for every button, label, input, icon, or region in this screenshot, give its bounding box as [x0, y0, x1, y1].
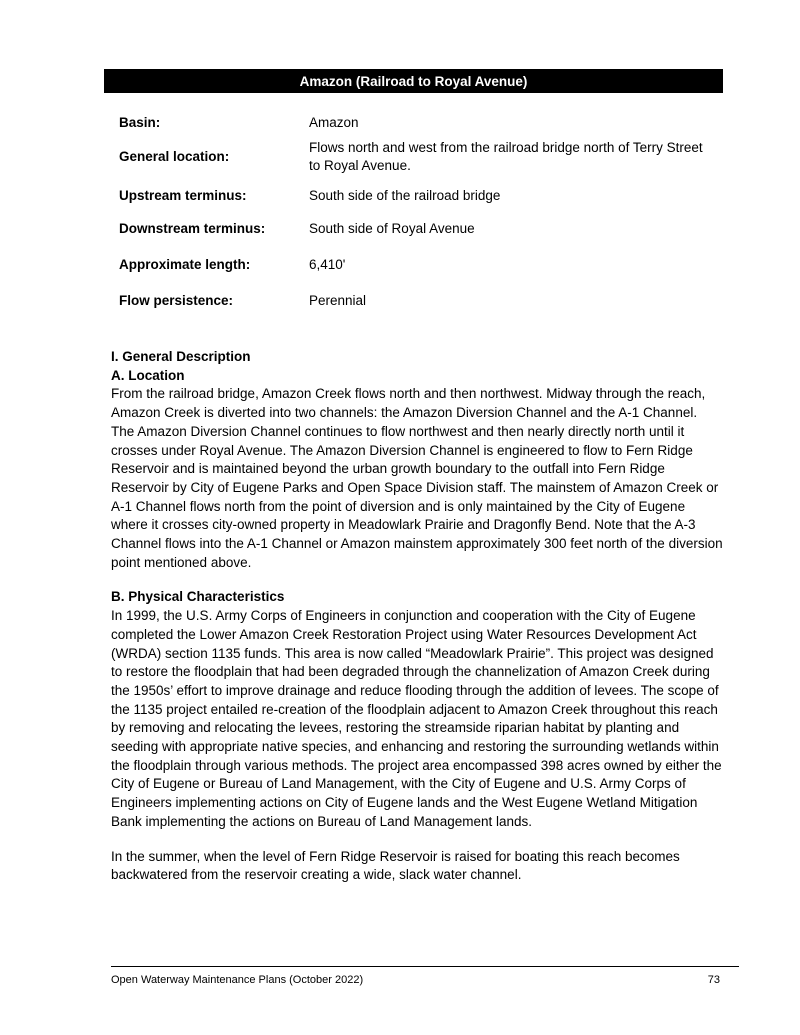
info-value: Amazon — [309, 115, 359, 130]
info-label: Downstream terminus: — [119, 221, 266, 236]
info-row-general-location — [119, 133, 719, 181]
page-number: 73 — [707, 974, 720, 986]
reach-info-table — [119, 113, 719, 319]
paragraph-spacer — [111, 572, 723, 588]
info-label: Basin: — [119, 115, 161, 130]
table-title: Amazon (Railroad to Royal Avenue) — [299, 73, 528, 89]
info-label: General location: — [119, 149, 230, 164]
summer-paragraph: In the summer, when the level of Fern Ridge Reservoir is raised for boating this reach becomes backwatered from the reservoir creating a wide, slack water channel. — [111, 848, 680, 883]
paragraph-spacer — [111, 832, 723, 848]
info-value: Flows north and west from the railroad bridge north of Terry Street to Royal Avenue. — [309, 140, 703, 173]
info-row-downstream — [119, 211, 719, 247]
table-header-bar — [104, 69, 723, 93]
physical-paragraph: In 1999, the U.S. Army Corps of Engineers in conjunction and cooperation with the City of Eugene completed the Lower Amazon Creek Restoration Project using Water Resources Development Act (WRDA) section 1135 funds. This area is now called “Meadowlark Prairie”. This project was designed to restore the floodplain that had been degraded through the channelization of Amazon Creek during the 1950s’ effort to improve drainage and reduce flooding through the addition of levees. The scope of the 1135 project entailed re-creation of the floodplain adjacent to Amazon Creek throughout this reach by removing and relocating the levees, restoring the streamside riparian habitat by planting and seeding with appropriate native species, and enhancing and restoring the surrounding wetlands within the floodplain through various methods. The project area encompassed 398 acres owned by either the City of Eugene or Bureau of Land Management, with the City of Eugene and U.S. Army Corps of Engineers implementing actions on City of Eugene lands and the West Eugene Wetland Mitigation Bank implementing the actions on Bureau of Land Management lands. — [111, 608, 722, 829]
footer-document-title: Open Waterway Maintenance Plans (October 2022) — [111, 974, 364, 986]
document-body — [111, 348, 723, 885]
physical-heading: B. Physical Characteristics — [111, 589, 285, 605]
info-value: Perennial — [309, 293, 367, 308]
section-heading: I. General Description — [111, 349, 251, 364]
info-label: Flow persistence: — [119, 293, 234, 308]
info-row-basin — [119, 113, 719, 133]
info-label: Approximate length: — [119, 257, 251, 272]
info-label: Upstream terminus: — [119, 188, 247, 203]
footer-divider — [111, 966, 739, 967]
location-heading: A. Location — [111, 367, 185, 383]
location-paragraph: From the railroad bridge, Amazon Creek flows north and then northwest. Midway through the reach, Amazon Creek is diverted into two channels: the Amazon Diversion Channel and the A-1 Channel. The Amazon Diversion Channel continues to flow northwest and then nearly directly north until it crosses under Royal Avenue. The Amazon Diversion Channel is engineered to flow to Fern Ridge Reservoir and is maintained beyond the urban growth boundary to the outfall into Fern Ridge Reservoir by City of Eugene Parks and Open Space Division staff. The mainstem of Amazon Creek or A-1 Channel flows north from the point of diversion and is only maintained by the City of Eugene where it crosses city-owned property in Meadowlark Prairie and Dragonfly Bend. Note that the A-3 Channel flows into the A-1 Channel or Amazon mainstem approximately 300 feet north of the diversion point mentioned above. — [111, 386, 723, 570]
info-value: 6,410' — [309, 257, 346, 272]
info-value: South side of the railroad bridge — [309, 188, 501, 203]
info-row-flow — [119, 283, 719, 319]
info-value: South side of Royal Avenue — [309, 221, 475, 236]
info-row-upstream — [119, 181, 719, 211]
info-row-length — [119, 247, 719, 283]
